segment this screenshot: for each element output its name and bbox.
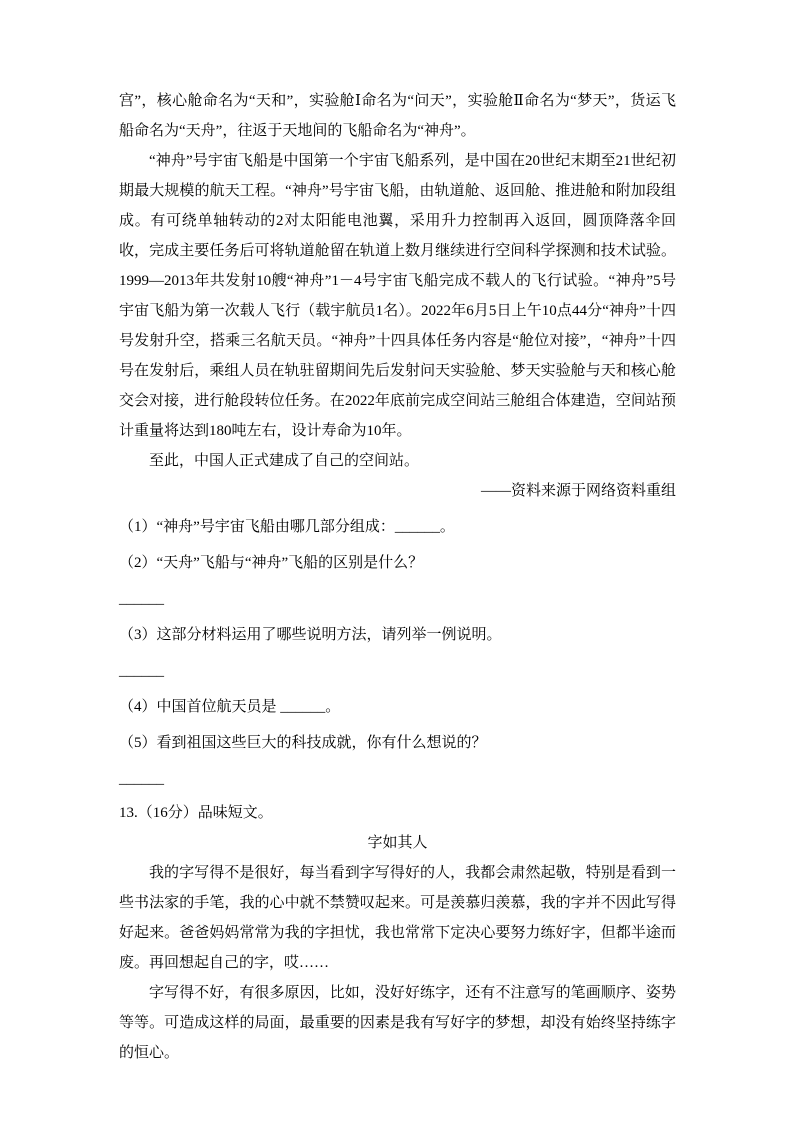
essay-title: 字如其人 [367, 835, 428, 851]
source-attribution: ——资料来源于网络资料重组 [480, 483, 676, 499]
question-4: （4）中国首位航天员是 ______。 [119, 699, 341, 715]
question-1: （1）“神舟”号宇宙飞船由哪几部分组成：______。 [119, 519, 455, 535]
essay-paragraph-1: 我的字写得不是很好，每当看到字写得好的人，我都会肃然起敬，特别是看到一些书法家的手笔，我的心中就不禁赞叹起来。可是羡慕归羡慕，我的字并不因此写得好起来。爸爸妈妈常常为我的字担忧，我也常常下定决心要努力练好字，但都半途而废。再回想起自己的字，哎…… [119, 865, 676, 971]
paragraph-shenzhou-intro: “神舟”号宇宙飞船是中国第一个宇宙飞船系列，是中国在20世纪末期至21世纪初期最大规模的航天工程。“神舟”号宇宙飞船，由轨道舱、返回舱、推进舱和附加段组成。有可绕单轴转动的2对太阳能电池翼，采用升力控制再入返回，圆顶降落伞回收，完成主要任务后可将轨道舱留在轨道上数月继续进行空间科学探测和技术试验。1999—2013年共发射10艘“神舟”1－4号宇宙飞船完成不载人的飞行试验。“神舟”5号宇宙飞船为第一次载人飞行（载宇航员1名）。2022年6月5日上午10点44分“神舟”十四号发射升空，搭乘三名航天员。“神舟”十四具体任务内容是“舱位对接”，“神舟”十四号在发射后，乘组人员在轨驻留期间先后发射问天实验舱、梦天实验舱与天和核心舱交会对接，进行舱段转位任务。在2022年底前完成空间站三舱组合体建造，空间站预计重量将达到180吨左右，设计寿命为10年。 [119, 153, 676, 439]
answer-blank-after-question-3: ______ [119, 663, 164, 679]
question-5: （5）看到祖国这些巨大的科技成就，你有什么想说的？ [119, 735, 487, 751]
question-3: （3）这部分材料运用了哪些说明方法，请列举一例说明。 [119, 627, 502, 643]
question-2: （2）“天舟”飞船与“神舟”飞船的区别是什么？ [119, 555, 424, 571]
paragraph-continuation: 宫”，核心舱命名为“天和”，实验舱Ⅰ命名为“问天”，实验舱Ⅱ命名为“梦天”，货运飞船命名为“天舟”，往返于天地间的飞船命名为“神舟”。 [119, 93, 676, 139]
answer-blank-after-question-2: ______ [119, 591, 164, 607]
essay-paragraph-2: 字写得不好，有很多原因，比如，没好好练字，还有不注意写的笔画顺序、姿势等等。可造成这样的局面，最重要的因素是我有写好字的梦想，却没有始终坚持练字的恒心。 [119, 985, 676, 1061]
section-13-header: 13.（16分）品味短文。 [119, 805, 273, 821]
answer-blank-after-question-5: ______ [119, 771, 164, 787]
paragraph-conclusion: 至此，中国人正式建成了自己的空间站。 [149, 453, 420, 469]
